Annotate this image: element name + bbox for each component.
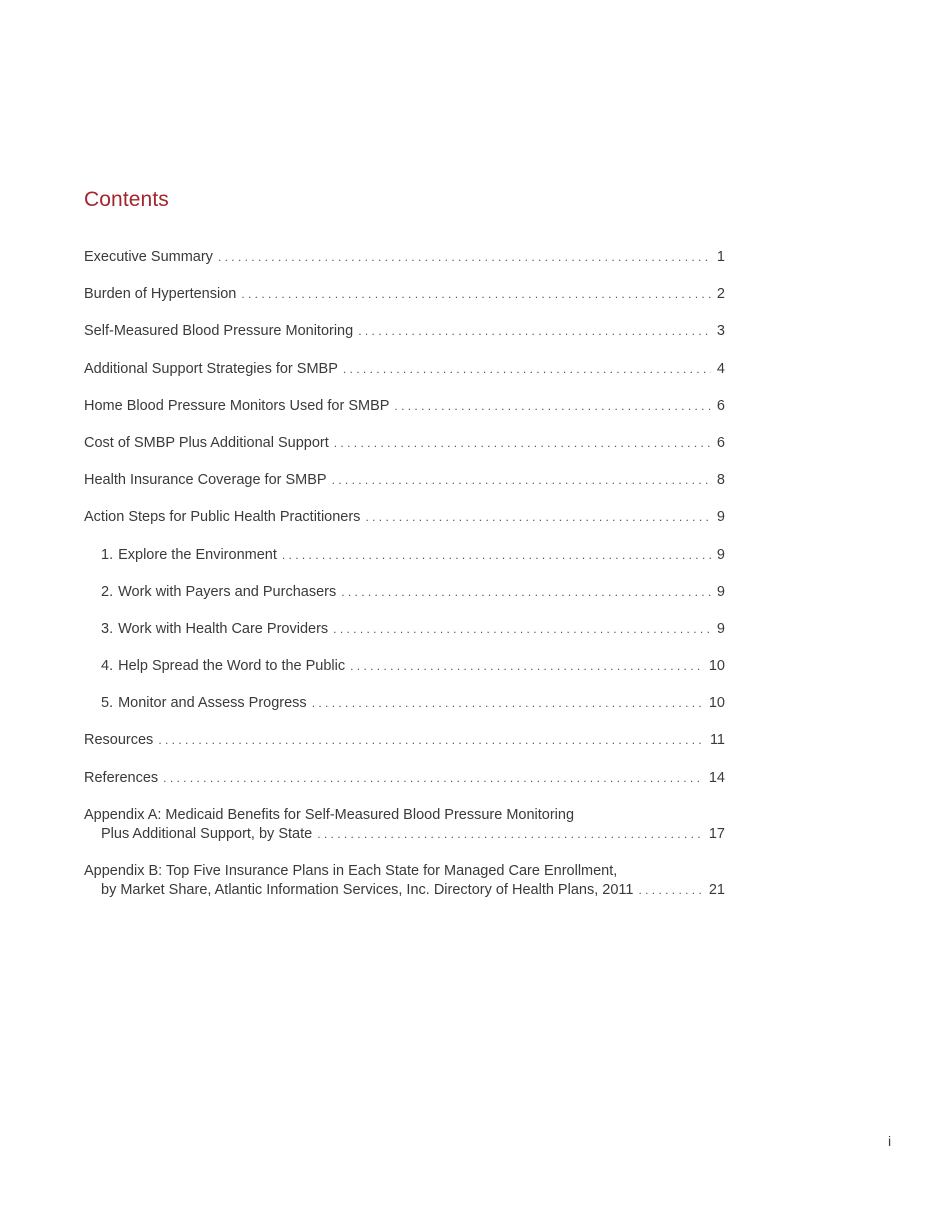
toc-entry-page: 6 xyxy=(716,434,725,451)
page-title: Contents xyxy=(84,188,169,211)
toc-entry-page: 9 xyxy=(716,583,725,600)
toc-entry-title: Health Insurance Coverage for SMBP xyxy=(84,472,327,489)
toc-subentry-number: 1. xyxy=(101,546,114,563)
toc-entry-cost-of-smbp[interactable] xyxy=(84,434,725,471)
toc-entry-burden-of-hypertension[interactable] xyxy=(84,285,725,322)
toc-entry-additional-support[interactable] xyxy=(84,360,725,397)
toc-subentry-health-care-providers[interactable] xyxy=(84,620,725,657)
dot-leader xyxy=(282,546,711,565)
dot-leader xyxy=(341,583,711,602)
toc-entry-page: 1 xyxy=(716,249,725,265)
toc-subentry-title: Work with Health Care Providers xyxy=(118,620,329,637)
toc-entry-page: 10 xyxy=(708,695,725,712)
toc-entry-page: 11 xyxy=(709,732,725,749)
toc-entry-smbp-monitoring[interactable] xyxy=(84,322,725,359)
dot-leader xyxy=(333,620,711,639)
toc-entry-page: 9 xyxy=(716,620,725,637)
toc-subentry-title: Work with Payers and Purchasers xyxy=(118,583,337,600)
toc-entry-title-line2: by Market Share, Atlantic Information Services, Inc. Directory of Health Plans, 2011 xyxy=(101,882,634,899)
toc-subentry-title: Monitor and Assess Progress xyxy=(118,695,307,712)
toc-subentry-payers-purchasers[interactable] xyxy=(84,583,725,620)
toc-entry-title: Additional Support Strategies for SMBP xyxy=(84,360,338,377)
toc-entry-page: 9 xyxy=(716,509,725,526)
toc-entry-title-line1: Appendix A: Medicaid Benefits for Self-Measured Blood Pressure Monitoring xyxy=(84,806,575,823)
toc-subentry-spread-the-word[interactable] xyxy=(84,657,725,694)
dot-leader xyxy=(358,322,711,341)
toc-subentry-number: 3. xyxy=(101,620,114,637)
page-number: i xyxy=(888,1133,892,1149)
toc-entry-page: 4 xyxy=(716,360,725,377)
toc-entry-page: 6 xyxy=(716,397,725,414)
toc-subentry-title: Explore the Environment xyxy=(118,546,277,563)
dot-leader xyxy=(163,769,703,788)
toc-entry-title: Executive Summary xyxy=(84,249,213,265)
dot-leader xyxy=(317,825,703,844)
toc-entry-resources[interactable] xyxy=(84,731,725,768)
table-of-contents xyxy=(84,248,725,919)
dot-leader xyxy=(394,397,711,416)
toc-subentry-monitor-progress[interactable] xyxy=(84,694,725,731)
dot-leader xyxy=(158,731,704,750)
toc-entry-home-monitors[interactable] xyxy=(84,397,725,434)
toc-entry-insurance-coverage[interactable] xyxy=(84,471,725,508)
toc-entry-action-steps[interactable] xyxy=(84,508,725,545)
toc-entry-page: 2 xyxy=(716,286,725,303)
toc-subentry-explore-environment[interactable] xyxy=(84,546,725,583)
toc-entry-title: Action Steps for Public Health Practitioners xyxy=(84,509,361,526)
toc-entry-appendix-a[interactable] xyxy=(84,806,725,863)
toc-subentry-number: 2. xyxy=(101,583,114,600)
toc-entry-page: 21 xyxy=(708,882,725,899)
toc-entry-title: Self-Measured Blood Pressure Monitoring xyxy=(84,323,354,340)
toc-entry-page: 9 xyxy=(716,546,725,563)
toc-entry-page: 3 xyxy=(716,323,725,340)
dot-leader xyxy=(241,285,711,304)
toc-entry-title: Burden of Hypertension xyxy=(84,286,237,303)
toc-entry-executive-summary[interactable] xyxy=(84,248,725,285)
toc-entry-page: 8 xyxy=(716,472,725,489)
dot-leader xyxy=(312,694,703,713)
toc-entry-page: 17 xyxy=(708,825,725,842)
toc-entry-title: Home Blood Pressure Monitors Used for SMBP xyxy=(84,397,390,414)
toc-subentry-title: Help Spread the Word to the Public xyxy=(118,658,346,675)
toc-entry-appendix-b[interactable] xyxy=(84,862,725,919)
toc-subentry-number: 5. xyxy=(101,695,114,712)
dot-leader xyxy=(350,657,703,676)
toc-entry-title: Resources xyxy=(84,732,154,749)
dot-leader xyxy=(638,881,702,900)
toc-entry-title-line1: Appendix B: Top Five Insurance Plans in Each State for Managed Care Enrollment, xyxy=(84,863,618,880)
toc-entry-title: References xyxy=(84,769,159,786)
toc-entry-references[interactable] xyxy=(84,769,725,806)
dot-leader xyxy=(332,471,711,490)
toc-entry-title-line2: Plus Additional Support, by State xyxy=(101,825,313,842)
toc-entry-page: 10 xyxy=(708,658,725,675)
dot-leader xyxy=(343,360,711,379)
dot-leader xyxy=(334,434,711,453)
dot-leader xyxy=(365,508,710,527)
dot-leader xyxy=(218,248,711,267)
toc-entry-page: 14 xyxy=(708,769,725,786)
toc-entry-title: Cost of SMBP Plus Additional Support xyxy=(84,434,329,451)
toc-subentry-number: 4. xyxy=(101,658,114,675)
